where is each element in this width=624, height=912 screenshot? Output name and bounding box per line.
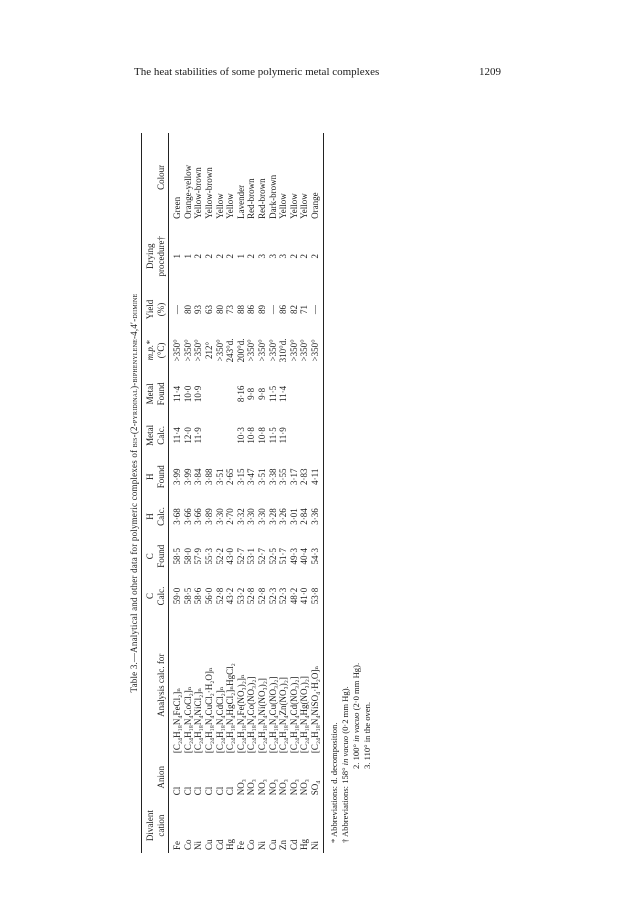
- cell-colour: Yellow: [278, 193, 289, 219]
- cell-c-calc: 56·0: [203, 587, 214, 605]
- cell-c-calc: 58·6: [193, 587, 204, 605]
- cell-formula: [C₂₄H₁₈N₄NiSO₄·H₂O]ₙ: [310, 614, 323, 756]
- cell-cation: Ni: [256, 841, 267, 850]
- cell-c-found: 58·5: [172, 548, 183, 565]
- cell-metal-found: 10·0: [182, 385, 193, 403]
- header-yield-line1: Yield: [145, 299, 155, 320]
- cell-colour: Yellow-brown: [193, 167, 204, 219]
- table-row: [257, 133, 268, 853]
- cell-h-calc: 3·32: [235, 508, 246, 525]
- cell-metal-found: 11·4: [172, 385, 183, 402]
- cell-yield: 89: [256, 304, 267, 314]
- cell-metal-found: [204, 372, 215, 415]
- cell-drying: 2: [193, 253, 204, 259]
- cell-colour: Lavender: [235, 184, 246, 219]
- footnote-drying-label: † Abbreviations: 158°: [339, 767, 350, 843]
- cell-yield: —: [267, 304, 278, 314]
- cell-h-calc: 3·30: [214, 508, 225, 525]
- cell-yield: 86: [246, 304, 257, 314]
- cell-mp: >350°: [214, 339, 225, 362]
- cell-h-found: 3·88: [203, 468, 214, 485]
- cell-metal-found: 8·16: [235, 385, 246, 403]
- cell-metal-calc: 12·0: [182, 427, 193, 444]
- cell-formula: [C₂₄H₁₈N₄Cd(NO₃)₂]: [288, 676, 299, 754]
- cell-c-found: 52·7: [256, 548, 267, 565]
- cell-colour: Yellow: [214, 193, 225, 219]
- cell-c-found: 53·1: [246, 548, 257, 565]
- cell-metal-calc: 11·4: [172, 427, 183, 444]
- cell-h-found: 3·84: [193, 468, 204, 485]
- cell-metal-calc: 10·8: [246, 427, 257, 444]
- header-metal-calc-line2: Calc.: [155, 425, 166, 445]
- header-yield: [142, 291, 169, 329]
- cell-anion: NO₃: [256, 779, 267, 796]
- cell-anion: NO₃: [246, 779, 257, 796]
- cell-cation: Fe: [172, 841, 183, 850]
- cell-c-found: 51·7: [278, 548, 289, 565]
- cell-metal-found: 9·8: [246, 387, 257, 400]
- cell-mp: >350°: [267, 339, 278, 362]
- cell-anion: Cl: [203, 786, 214, 796]
- header-anion-line2: Anion: [155, 765, 166, 789]
- header-cation-line2: cation: [155, 814, 166, 837]
- cell-anion: NO₃: [288, 779, 299, 796]
- cell-h-found: 3·99: [182, 468, 193, 485]
- cell-h-found: 3·99: [172, 468, 183, 485]
- table-row: [310, 133, 323, 853]
- footnote-item-2: [351, 133, 362, 843]
- cell-h-found: 3·15: [235, 468, 246, 485]
- cell-drying: 3: [267, 253, 278, 259]
- cell-formula: [C₂₄H₁₈N₄CoCl₂]ₙ: [182, 686, 193, 754]
- header-drying: [142, 222, 169, 291]
- cell-mp: >350°: [299, 339, 310, 362]
- cell-mp: >350°: [193, 339, 204, 362]
- table-row: [204, 133, 215, 853]
- header-metal-found: [142, 372, 169, 415]
- cell-anion: Cl: [182, 786, 193, 796]
- cell-anion: NO₃: [235, 779, 246, 796]
- cell-h-calc: 3·68: [172, 508, 183, 525]
- cell-h-calc: 3·28: [267, 508, 278, 525]
- cell-formula: [C₂₄H₁₈N₄Co(NO₃)₂]: [246, 676, 257, 754]
- table-row: [169, 133, 183, 853]
- header-metal-found-line2: Found: [155, 382, 166, 406]
- cell-c-found: 52·2: [214, 548, 225, 565]
- header-formula-line2: Analysis calc. for: [155, 653, 166, 717]
- cell-yield: 80: [214, 304, 225, 314]
- cell-h-calc: 3·66: [193, 508, 204, 525]
- table-row: [289, 133, 300, 853]
- header-yield-line2: (%): [155, 302, 166, 317]
- cell-cation: Hg: [299, 839, 310, 850]
- cell-formula: [C₂₄H₁₈N₄CuCl₂·H₂O]ₙ: [203, 667, 214, 754]
- footnote-vacuo-1: in vacuo: [339, 735, 350, 766]
- cell-h-calc: 2·70: [225, 508, 236, 525]
- cell-c-calc: 52·3: [278, 587, 289, 605]
- page-number: 1209: [479, 66, 501, 78]
- cell-mp: 243°d.: [225, 338, 236, 363]
- cell-yield: 63: [203, 304, 214, 314]
- cell-anion: Cl: [172, 786, 183, 796]
- cell-cation: Cu: [203, 839, 214, 850]
- cell-anion: NO₃: [299, 779, 310, 796]
- cell-yield: 80: [182, 304, 193, 314]
- cell-metal-calc: [289, 415, 300, 455]
- cell-anion: Cl: [193, 786, 204, 796]
- cell-c-calc: 58·5: [182, 587, 193, 605]
- header-c-found: [142, 535, 169, 578]
- cell-formula: [C₂₄H₁₈N₄FeCl₂]ₙ: [172, 687, 183, 754]
- cell-drying: 1: [235, 253, 246, 259]
- table-row: [268, 133, 279, 853]
- cell-c-calc: 43·2: [225, 587, 236, 605]
- cell-metal-calc: [215, 415, 226, 455]
- header-mp-line2: (°C): [155, 342, 166, 359]
- header-h-calc-line2: Calc.: [155, 507, 166, 526]
- table-caption: [127, 133, 141, 853]
- table-row: [193, 133, 204, 853]
- cell-h-calc: 3·30: [246, 508, 257, 525]
- cell-h-calc: 2·84: [299, 508, 310, 525]
- cell-cation: Hg: [225, 839, 236, 850]
- cell-colour: Red-brown: [256, 178, 267, 219]
- cell-c-found: 52·5: [267, 548, 278, 565]
- cell-colour: Dark-brown: [267, 174, 278, 219]
- cell-h-found: 4·11: [310, 455, 323, 498]
- cell-h-found: 3·51: [214, 468, 225, 485]
- cell-c-found: 57·9: [193, 548, 204, 565]
- header-c-found-line2: Found: [155, 544, 166, 568]
- header-metal-calc: [142, 415, 169, 455]
- cell-metal-found: [225, 372, 236, 415]
- cell-cation: Fe: [235, 841, 246, 850]
- cell-metal-calc: 11·5: [267, 427, 278, 444]
- cell-h-calc: 3·36: [310, 498, 323, 535]
- table-row: [246, 133, 257, 853]
- cell-metal-found: 11·5: [267, 385, 278, 402]
- cell-h-found: 2·83: [299, 468, 310, 485]
- cell-h-calc: 3·26: [278, 508, 289, 525]
- cell-yield: —: [172, 304, 183, 314]
- cell-c-found: 54·3: [310, 535, 323, 578]
- cell-formula: [C₂₄H₁₈N₄Hg(NO₃)₂]: [299, 676, 310, 754]
- cell-c-calc: 52·8: [256, 587, 267, 605]
- table-row: [299, 133, 310, 853]
- cell-c-found: 55·3: [203, 548, 214, 565]
- footnote-mp: * Abbreviations: d. decomposition.: [328, 722, 339, 843]
- cell-formula: [C₂₄H₁₈N₄CdCl₂]ₙ: [214, 686, 225, 754]
- cell-drying: 2: [203, 253, 214, 259]
- cell-cation: Ni: [310, 798, 323, 853]
- cell-formula: [C₂₄H₁₈N₄NiCl₂]ₙ: [193, 687, 204, 754]
- cell-cation: Zn: [278, 840, 289, 850]
- cell-formula: [C₂₄H₁₈N₄Ni(NO₃)₂]: [256, 678, 267, 754]
- header-cation: [142, 798, 169, 853]
- cell-metal-calc: [225, 415, 236, 455]
- footnote-item2-lead: 2. 100°: [350, 744, 361, 769]
- cell-c-calc: 52·8: [214, 587, 225, 605]
- header-cation-line1: Divalent: [145, 810, 155, 842]
- cell-h-found: 3·38: [267, 468, 278, 485]
- cell-c-found: 43·0: [225, 548, 236, 565]
- cell-mp: >350°: [246, 339, 257, 362]
- cell-h-found: 3·51: [256, 468, 267, 485]
- footnote-drying: [340, 133, 351, 843]
- cell-metal-found: [299, 372, 310, 415]
- cell-h-calc: 3·01: [288, 508, 299, 525]
- header-colour: [142, 133, 169, 222]
- cell-cation: Co: [246, 839, 257, 850]
- header-h-found: [142, 455, 169, 498]
- cell-metal-found: [215, 372, 226, 415]
- cell-c-calc: 53·8: [310, 578, 323, 615]
- header-c-calc-line2: Calc.: [155, 586, 166, 606]
- cell-metal-calc: 11·9: [193, 427, 204, 444]
- data-table: [141, 133, 324, 853]
- cell-anion: Cl: [214, 786, 225, 796]
- cell-mp: >350°: [256, 339, 267, 362]
- header-formula-line1: [145, 617, 156, 753]
- header-h-found-line2: Found: [155, 465, 166, 489]
- header-colour-line2: Colour: [155, 164, 166, 190]
- cell-h-found: 3·55: [278, 468, 289, 485]
- table-caption-prefix: Table 3.—Analytical and other data for polymeric complexes of: [129, 447, 139, 693]
- cell-drying: 2: [246, 253, 257, 259]
- footnote-vacuo-2: in vacuo: [350, 712, 361, 742]
- cell-colour: Green: [172, 196, 183, 219]
- cell-formula: [C₂₄H₁₈N₄Zn(NO₃)₂]: [278, 677, 289, 754]
- cell-metal-calc: [204, 415, 215, 455]
- cell-colour: Yellow: [288, 193, 299, 219]
- cell-colour: Yellow: [225, 193, 236, 219]
- cell-h-found: 3·17: [288, 468, 299, 485]
- header-h-calc-line1: H: [145, 513, 155, 520]
- header-c-found-line1: C: [145, 553, 155, 560]
- table-row: [183, 133, 194, 853]
- cell-drying: 1: [182, 253, 193, 259]
- cell-h-calc: 3·66: [182, 508, 193, 525]
- cell-drying: 2: [310, 222, 323, 291]
- cell-anion: Cl: [225, 786, 236, 796]
- cell-colour: Orange-yellow: [182, 164, 193, 219]
- cell-drying: 3: [278, 253, 289, 259]
- table-body: [169, 133, 323, 853]
- cell-metal-calc: 11·9: [278, 427, 289, 444]
- table-row: [236, 133, 247, 853]
- cell-c-found: 40·4: [299, 548, 310, 565]
- cell-drying: 2: [214, 253, 225, 259]
- cell-h-calc: 3·30: [256, 508, 267, 525]
- cell-h-found: 3·47: [246, 468, 257, 485]
- cell-anion: NO₃: [267, 779, 278, 796]
- cell-mp: 310°d.: [278, 338, 289, 363]
- cell-c-calc: 41·0: [299, 587, 310, 605]
- cell-drying: 2: [225, 253, 236, 259]
- cell-yield: 82: [288, 304, 299, 314]
- header-h-calc: [142, 498, 169, 535]
- cell-yield: 88: [235, 304, 246, 314]
- footnote-drying-tail: (0·2 mm Hg).: [339, 686, 350, 734]
- cell-cation: Cu: [267, 839, 278, 850]
- cell-mp: >350°: [288, 339, 299, 362]
- header-c-calc: [142, 578, 169, 615]
- cell-anion: SO₄: [310, 756, 323, 798]
- header-h-found-line1: H: [145, 473, 155, 480]
- cell-formula: [C₂₄H₁₈N₄Cu(NO₃)₂]: [267, 676, 278, 754]
- cell-yield: —: [310, 291, 323, 329]
- footnote-item-3: 3. 110° in the oven.: [361, 701, 372, 769]
- table-header-row: [142, 133, 169, 853]
- cell-mp: 200°d.: [235, 338, 246, 363]
- cell-colour: Yellow-brown: [203, 167, 214, 219]
- cell-metal-found: [310, 372, 323, 415]
- cell-mp: >350°: [172, 339, 183, 362]
- header-colour-line1: [145, 136, 156, 219]
- cell-c-found: 52·7: [235, 548, 246, 565]
- header-anion-line1: [145, 759, 156, 795]
- cell-formula: [C₂₄H₁₈N₄Fe(NO₃)₂]ₙ: [235, 674, 246, 754]
- table-row: [225, 133, 236, 853]
- cell-colour: Red-brown: [246, 178, 257, 219]
- cell-h-found: 2·65: [225, 468, 236, 485]
- cell-yield: 86: [278, 304, 289, 314]
- cell-c-calc: 52·8: [246, 587, 257, 605]
- cell-metal-found: 10·9: [193, 385, 204, 403]
- header-anion: [142, 756, 169, 798]
- cell-c-calc: 48·2: [288, 587, 299, 605]
- cell-yield: 73: [225, 304, 236, 314]
- header-mp-line1: m.p.*: [145, 340, 155, 361]
- cell-c-found: 49·3: [288, 548, 299, 565]
- cell-colour: Orange: [310, 133, 323, 222]
- running-head-title: The heat stabilities of some polymeric metal complexes: [134, 66, 380, 78]
- header-formula: [142, 614, 169, 756]
- header-mp: [142, 328, 169, 372]
- cell-mp: >350°: [182, 339, 193, 362]
- cell-yield: 71: [299, 304, 310, 314]
- cell-cation: Co: [182, 839, 193, 850]
- header-drying-line1: Drying: [145, 243, 155, 269]
- header-metal-calc-line1: Metal: [145, 424, 155, 446]
- cell-drying: 2: [288, 253, 299, 259]
- cell-metal-calc: 10·3: [235, 427, 246, 444]
- rotated-table-block: [127, 133, 427, 853]
- cell-colour: Yellow: [299, 193, 310, 219]
- cell-metal-calc: [310, 415, 323, 455]
- header-c-calc-line1: C: [145, 593, 155, 600]
- cell-cation: Cd: [288, 839, 299, 850]
- cell-c-found: 58·0: [182, 548, 193, 565]
- cell-drying: 2: [299, 253, 310, 259]
- header-drying-line2: procedure†: [155, 235, 166, 277]
- cell-h-calc: 3·89: [203, 508, 214, 525]
- cell-metal-calc: 10·8: [256, 427, 267, 444]
- cell-yield: 93: [193, 304, 204, 314]
- cell-drying: 1: [172, 253, 183, 259]
- cell-mp: >350°: [310, 328, 323, 372]
- cell-anion: NO₃: [278, 779, 289, 796]
- header-metal-found-line1: Metal: [145, 383, 155, 405]
- cell-metal-found: [289, 372, 300, 415]
- cell-metal-calc: [299, 415, 310, 455]
- cell-metal-found: 11·4: [278, 385, 289, 402]
- cell-drying: 3: [256, 253, 267, 259]
- cell-mp: 212°: [203, 341, 214, 359]
- cell-formula: [C₂₄H₁₈N₄HgCl₂]ₙHgCl₂: [225, 663, 236, 754]
- cell-metal-found: 9·8: [256, 387, 267, 400]
- cell-cation: Cd: [214, 839, 225, 850]
- footnote-item2-tail: (2·0 mm Hg).: [350, 662, 361, 711]
- cell-c-calc: 59·0: [172, 587, 183, 605]
- table-row: [215, 133, 226, 853]
- cell-c-calc: 52·3: [267, 587, 278, 605]
- cell-cation: Ni: [193, 841, 204, 850]
- table-caption-suffix: bis-(2-pyridinal)-biphenylene-4,4′-diimine: [129, 293, 139, 448]
- cell-c-calc: 53·2: [235, 587, 246, 605]
- footnotes: [329, 133, 373, 853]
- table-row: [278, 133, 289, 853]
